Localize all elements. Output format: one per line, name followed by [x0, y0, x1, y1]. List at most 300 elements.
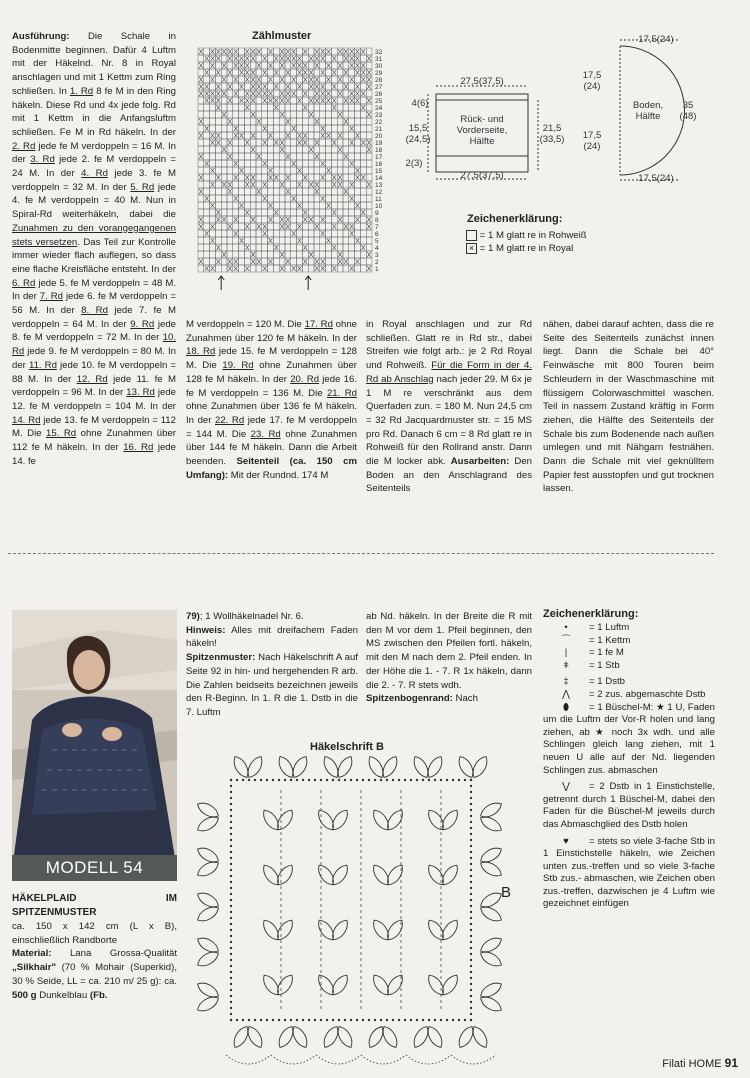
- grid-cell: [337, 202, 343, 209]
- royal-cross-mark: [321, 49, 325, 54]
- royal-cross-mark: [257, 63, 261, 68]
- grid-cell: [302, 181, 308, 188]
- royal-cross-mark: [344, 119, 348, 124]
- chain-stitch-symbol: [446, 779, 448, 781]
- grid-cell: [198, 167, 204, 174]
- royal-cross-mark: [298, 84, 302, 89]
- grid-cell: [204, 118, 210, 125]
- grid-cell: [215, 125, 221, 132]
- grid-cell: [279, 209, 285, 216]
- royal-cross-mark: [327, 91, 331, 96]
- chain-stitch-symbol: [344, 779, 346, 781]
- grid-cell: [366, 230, 372, 237]
- grid-cell: [297, 188, 303, 195]
- chain-stitch-symbol: [230, 923, 232, 925]
- grid-cell: [349, 209, 355, 216]
- grid-cell: [233, 251, 239, 258]
- royal-cross-mark: [228, 140, 232, 145]
- grid-cell: [233, 97, 239, 104]
- grid-cell: [279, 132, 285, 139]
- royal-cross-mark: [298, 133, 302, 138]
- grid-cell: [210, 195, 216, 202]
- grid-cell: [262, 104, 268, 111]
- grid-cell: [320, 188, 326, 195]
- royal-cross-mark: [222, 49, 226, 54]
- royal-cross-mark: [367, 147, 371, 152]
- royal-cross-mark: [338, 217, 342, 222]
- grid-cell: [198, 237, 204, 244]
- grid-cell: [215, 118, 221, 125]
- dim-left-lower: 17,5 (24): [582, 130, 602, 152]
- grid-cell: [355, 76, 361, 83]
- royal-cross-mark: [321, 133, 325, 138]
- scallop-edge: [406, 1055, 451, 1064]
- grid-cell: [221, 139, 227, 146]
- grid-cell: [239, 118, 245, 125]
- dim-right: 21,5 (33,5): [539, 123, 565, 145]
- royal-cross-mark: [245, 245, 249, 250]
- grid-cell: [256, 167, 262, 174]
- royal-cross-mark: [350, 63, 354, 68]
- royal-cross-mark: [228, 98, 232, 103]
- legend-1-item: = 1 M glatt re in Rohweiß: [466, 230, 587, 242]
- grid-cell: [268, 195, 274, 202]
- scallop-edge: [226, 1055, 271, 1064]
- grid-cell: [314, 209, 320, 216]
- grid-cell: [273, 125, 279, 132]
- grid-cell: [227, 160, 233, 167]
- model-number-band: MODELL 54: [12, 855, 177, 881]
- royal-cross-mark: [292, 77, 296, 82]
- grid-cell: [268, 160, 274, 167]
- grid-cell: [239, 195, 245, 202]
- grid-cell: [314, 237, 320, 244]
- grid-cell: [210, 118, 216, 125]
- grid-cell: [326, 160, 332, 167]
- chain-stitch-symbol: [470, 803, 472, 805]
- royal-cross-mark: [321, 91, 325, 96]
- royal-cross-mark: [263, 98, 267, 103]
- grid-cell: [343, 132, 349, 139]
- grid-cell: [343, 244, 349, 251]
- grid-cell: [355, 125, 361, 132]
- royal-cross-mark: [205, 56, 209, 61]
- royal-cross-mark: [211, 91, 215, 96]
- grid-cell: [343, 230, 349, 237]
- royal-cross-mark: [245, 105, 249, 110]
- grid-cell: [279, 104, 285, 111]
- grid-cell: [360, 111, 366, 118]
- grid-cell: [256, 181, 262, 188]
- royal-cross-mark: [205, 231, 209, 236]
- grid-cell: [291, 139, 297, 146]
- chain-stitch-symbol: [230, 839, 232, 841]
- grid-cell: [297, 160, 303, 167]
- grid-cell: [210, 104, 216, 111]
- grid-cell: [221, 244, 227, 251]
- royal-cross-mark: [286, 154, 290, 159]
- royal-cross-mark: [356, 217, 360, 222]
- chain-stitch-symbol: [230, 851, 232, 853]
- grid-cell: [250, 244, 256, 251]
- royal-cross-mark: [292, 266, 296, 271]
- grid-cell: [210, 216, 216, 223]
- grid-cell: [227, 230, 233, 237]
- grid-cell: [355, 265, 361, 272]
- grid-cell: [343, 90, 349, 97]
- royal-cross-mark: [303, 77, 307, 82]
- dim-bottom: 17,5(24): [638, 173, 674, 184]
- grid-cell: [302, 188, 308, 195]
- grid-cell: [279, 244, 285, 251]
- dim-left-bottom: 2(3): [405, 158, 423, 169]
- royal-cross-mark: [269, 91, 273, 96]
- royal-cross-mark: [205, 98, 209, 103]
- row-number: 20: [375, 133, 383, 140]
- grid-cell: [297, 251, 303, 258]
- royal-cross-mark: [292, 49, 296, 54]
- row-number: 17: [375, 154, 383, 161]
- royal-cross-mark: [309, 70, 313, 75]
- royal-cross-mark: [216, 140, 220, 145]
- grid-cell: [360, 258, 366, 265]
- grid-cell: [250, 209, 256, 216]
- royal-cross-mark: [251, 259, 255, 264]
- grid-cell: [273, 258, 279, 265]
- grid-cell: [326, 244, 332, 251]
- grid-cell: [360, 237, 366, 244]
- chain-stitch-symbol: [470, 959, 472, 961]
- grid-cell: [343, 160, 349, 167]
- grid-cell: [320, 181, 326, 188]
- grid-cell: [210, 83, 216, 90]
- chain-stitch-symbol: [230, 941, 232, 943]
- grid-cell: [308, 223, 314, 230]
- grid-cell: [233, 167, 239, 174]
- grid-cell: [262, 167, 268, 174]
- grid-cell: [355, 139, 361, 146]
- grid-cell: [308, 244, 314, 251]
- chain-stitch-symbol: [386, 779, 388, 781]
- royal-cross-mark: [245, 266, 249, 271]
- royal-cross-mark: [303, 63, 307, 68]
- legend-item-stb: ǂ = 1 Stb: [543, 660, 715, 673]
- grid-cell: [279, 258, 285, 265]
- grid-cell: [215, 146, 221, 153]
- royal-cross-mark: [303, 91, 307, 96]
- grid-cell: [326, 209, 332, 216]
- grid-cell: [250, 188, 256, 195]
- grid-cell: [343, 62, 349, 69]
- royal-cross-mark: [240, 63, 244, 68]
- grid-cell: [337, 55, 343, 62]
- grid-cell: [204, 209, 210, 216]
- chain-stitch-symbol: [464, 1019, 466, 1021]
- grid-cell: [314, 132, 320, 139]
- grid-cell: [343, 181, 349, 188]
- grid-cell: [331, 111, 337, 118]
- grid-cell: [215, 153, 221, 160]
- row-number: 6: [375, 231, 379, 238]
- royal-cross-mark: [251, 98, 255, 103]
- royal-cross-mark: [280, 182, 284, 187]
- chain-stitch-symbol: [416, 779, 418, 781]
- royal-cross-mark: [367, 70, 371, 75]
- grid-cell: [273, 237, 279, 244]
- royal-cross-mark: [361, 105, 365, 110]
- grid-cell: [297, 195, 303, 202]
- royal-cross-mark: [321, 98, 325, 103]
- grid-cell: [198, 209, 204, 216]
- royal-cross-mark: [274, 56, 278, 61]
- grid-cell: [210, 251, 216, 258]
- grid-cell: [215, 111, 221, 118]
- grid-cell: [291, 69, 297, 76]
- row-number: 11: [375, 196, 382, 203]
- grid-cell: [198, 265, 204, 272]
- grid-cell: [355, 251, 361, 258]
- row-number: 27: [375, 84, 383, 91]
- grid-cell: [302, 160, 308, 167]
- royal-cross-mark: [356, 56, 360, 61]
- chain-stitch-symbol: [470, 911, 472, 913]
- grid-cell: [349, 132, 355, 139]
- grid-cell: [256, 132, 262, 139]
- grid-cell: [297, 48, 303, 55]
- chain-stitch-symbol: [230, 971, 232, 973]
- royal-cross-mark: [234, 133, 238, 138]
- royal-cross-mark: [251, 217, 255, 222]
- grid-cell: [250, 104, 256, 111]
- grid-cell: [198, 111, 204, 118]
- royal-cross-mark: [222, 63, 226, 68]
- grid-cell: [360, 188, 366, 195]
- royal-cross-mark: [344, 259, 348, 264]
- grid-cell: [314, 111, 320, 118]
- instructions-column-1: Ausführung: Die Schale in Bodenmitte beginnen. Dafür 4 Luftm mit der Häkelnd. Nr. 8 in Royal anschlagen und mit 1 Kettm zum Ring schließen. In 1. Rd 8 fe M in den Ring häkeln. Diese Rd und 4x jede folg. Rd mit 1 Kettm in die Anfangsluftm schließen. Fe M in Rd häkeln. In der 2. Rd jede fe M verdoppeln = 16 M. In der 3. Rd jede 2. fe M verdoppeln = 24 M. In der 4. Rd jede 3. fe M verdoppeln = 32 M. In der 5. Rd jede 4. fe M verdoppeln = 40 M. Nun in Spiral-Rd weiterhäkeln, dabei die Zunahmen zu den vorangegangenen stets versetzen. Das Teil zur Kontrolle immer wieder flach auflegen, so dass eine flache Kreisfläche entsteht. In der 6. Rd jede 5. fe M verdoppeln = 48 M. In der 7. Rd jede 6. fe M verdoppeln = 56 M. In der 8. Rd jede 7. fe M verdoppeln = 64 M. In der 9. Rd jede 8. fe M verdoppeln = 72 M. In der 10. Rd jede 9. fe M verdoppeln = 80 M. In der 11. Rd jede 10. fe M verdoppeln = 88 M. In der 12. Rd jede 11. fe M verdoppeln = 96 M. In der 13. Rd jede 12. fe M verdoppeln = 104 M. In der 14. Rd jede 13. fe M verdoppeln = 112 M. Die 15. Rd ohne Zunahmen über 112 fe M häkeln. In der 16. Rd jede 14. fe: [12, 31, 177, 467]
- grid-cell: [244, 160, 250, 167]
- royal-cross-mark: [251, 91, 255, 96]
- grid-cell: [291, 181, 297, 188]
- legend-item-kettm: ⌒ = 1 Kettm: [543, 635, 715, 648]
- chain-stitch-symbol: [470, 917, 472, 919]
- grid-cell: [204, 188, 210, 195]
- grid-cell: [233, 83, 239, 90]
- grid-cell: [308, 202, 314, 209]
- grid-cell: [273, 195, 279, 202]
- woman-with-throw-illustration: [12, 610, 177, 878]
- grid-cell: [291, 146, 297, 153]
- grid-cell: [204, 111, 210, 118]
- royal-cross-mark: [199, 133, 203, 138]
- royal-cross-mark: [240, 84, 244, 89]
- grid-cell: [291, 83, 297, 90]
- grid-cell: [285, 265, 291, 272]
- chain-stitch-symbol: [308, 779, 310, 781]
- chain-stitch-symbol: [260, 1019, 262, 1021]
- grid-cell: [337, 97, 343, 104]
- grid-cell: [204, 104, 210, 111]
- royal-cross-mark: [228, 70, 232, 75]
- grid-cell: [198, 139, 204, 146]
- grid-cell: [366, 104, 372, 111]
- grid-cell: [343, 237, 349, 244]
- royal-cross-mark: [216, 210, 220, 215]
- royal-cross-mark: [245, 224, 249, 229]
- chain-stitch-symbol: [470, 965, 472, 967]
- royal-cross-mark: [263, 140, 267, 145]
- royal-cross-mark: [216, 133, 220, 138]
- grid-cell: [331, 188, 337, 195]
- royal-cross-mark: [367, 112, 371, 117]
- grid-cell: [250, 237, 256, 244]
- royal-cross-mark: [269, 168, 273, 173]
- royal-cross-mark: [361, 140, 365, 145]
- grid-cell: [273, 146, 279, 153]
- royal-cross-mark: [228, 224, 232, 229]
- instructions-column-3: in Royal anschlagen und zur Rd schließen. Glatt re in Rd str., dabei Streifen wie folgt arb.: je 2 Rd Royal und Rohweiß. Für die Form in der 4. Rd ab Anschlag nach jeder 29. M 6x je 1 M re verschränkt aus dem Querfaden zun. = 180 M. Nun 24,5 cm = 32 Rd Jacquardmuster str. = 15 MS pro Rd. Danach 6 cm = 8 Rd glatt re in Rohweiß für den Rollrand anstr. Dann die M locker abk. Ausarbeiten: Den Boden an den Anschlagrand des Seitenteils: [366, 319, 533, 495]
- grid-cell: [302, 237, 308, 244]
- royal-cross-mark: [350, 224, 354, 229]
- grid-cell: [256, 265, 262, 272]
- row-number: 2: [375, 259, 379, 266]
- grid-cell: [250, 265, 256, 272]
- grid-cell: [244, 167, 250, 174]
- chain-stitch-symbol: [296, 1019, 298, 1021]
- grid-cell: [221, 153, 227, 160]
- grid-cell: [360, 181, 366, 188]
- royal-cross-mark: [286, 84, 290, 89]
- royal-cross-mark: [274, 245, 278, 250]
- royal-cross-mark: [338, 182, 342, 187]
- grid-cell: [215, 223, 221, 230]
- grid-cell: [285, 237, 291, 244]
- repeat-arrows: [218, 276, 311, 290]
- grid-cell: [343, 265, 349, 272]
- royal-cross-mark: [211, 98, 215, 103]
- grid-cell: [302, 97, 308, 104]
- royal-cross-mark: [280, 147, 284, 152]
- chain-stitch-symbol: [278, 779, 280, 781]
- haekelschrift-title: Häkelschrift B: [310, 741, 384, 753]
- chain-stitch-symbol: [470, 827, 472, 829]
- chain-stitch-symbol: [230, 989, 232, 991]
- royal-cross-mark: [263, 70, 267, 75]
- grid-cell: [349, 174, 355, 181]
- royal-cross-mark: [216, 105, 220, 110]
- chain-stitch-symbol: [470, 833, 472, 835]
- chain-stitch-symbol: [230, 887, 232, 889]
- chain-stitch-symbol: [440, 1019, 442, 1021]
- royal-cross-mark: [251, 56, 255, 61]
- grid-cell: [273, 265, 279, 272]
- treble-decrease-icon: ⋀: [562, 688, 570, 700]
- base-label: Boden, Hälfte: [632, 100, 664, 122]
- chain-stitch-symbol: [248, 779, 250, 781]
- royal-cross-mark: [303, 133, 307, 138]
- royal-cross-mark: [344, 154, 348, 159]
- grid-cell: [314, 160, 320, 167]
- grid-cell: [343, 139, 349, 146]
- chain-stitch-symbol: [320, 1019, 322, 1021]
- chain-stitch-symbol: [272, 779, 274, 781]
- grid-cell: [273, 223, 279, 230]
- grid-cell: [314, 195, 320, 202]
- grid-cell: [268, 181, 274, 188]
- chain-stitch-symbol: [230, 881, 232, 883]
- royal-cross-mark: [274, 98, 278, 103]
- grid-cell: [239, 251, 245, 258]
- model-size: ca. 150 x 142 cm (L x B), einschließlich Randborte: [12, 921, 177, 946]
- grid-cell: [337, 83, 343, 90]
- grid-cell: [239, 153, 245, 160]
- grid-cell: [326, 69, 332, 76]
- royal-cross-mark: [344, 98, 348, 103]
- grid-cell: [326, 118, 332, 125]
- royal-cross-mark: [292, 63, 296, 68]
- royal-cross-mark: [309, 112, 313, 117]
- grid-cell: [227, 132, 233, 139]
- chain-stitch-symbol: [470, 809, 472, 811]
- royal-cross-mark: [327, 133, 331, 138]
- royal-cross-mark: [280, 49, 284, 54]
- grid-cell: [215, 62, 221, 69]
- grid-cell: [308, 48, 314, 55]
- royal-cross-mark: [274, 175, 278, 180]
- grid-cell: [262, 146, 268, 153]
- grid-cell: [233, 104, 239, 111]
- royal-cross-mark: [309, 252, 313, 257]
- grid-cell: [244, 237, 250, 244]
- grid-cell: [297, 244, 303, 251]
- grid-cell: [210, 230, 216, 237]
- royal-cross-mark: [251, 84, 255, 89]
- royal-cross-mark: [234, 196, 238, 201]
- royal-cross-mark: [292, 161, 296, 166]
- grid-cell: [366, 153, 372, 160]
- grid-cell: [244, 230, 250, 237]
- royal-cross-mark: [263, 91, 267, 96]
- grid-cell: [302, 251, 308, 258]
- grid-cell: [279, 237, 285, 244]
- royal-cross-mark: [228, 259, 232, 264]
- grid-cell: [331, 76, 337, 83]
- royal-cross-mark: [240, 133, 244, 138]
- chain-stitch-symbol: [422, 1019, 424, 1021]
- grid-cell: [297, 125, 303, 132]
- grid-cell: [337, 188, 343, 195]
- royal-cross-mark: [199, 224, 203, 229]
- legend-item-fem: | = 1 fe M: [543, 647, 715, 660]
- grid-cell: [360, 167, 366, 174]
- royal-cross-mark: [315, 189, 319, 194]
- royal-cross-mark: [280, 140, 284, 145]
- royal-cross-mark: [309, 56, 313, 61]
- grid-cell: [233, 223, 239, 230]
- grid-cell: [204, 216, 210, 223]
- instructions-column-4: nähen, dabei darauf achten, dass die re Seite des Seitenteils zunächst innen liegt. Dann die Schale bei 40° Feinwäsche mit 800 Touren beim Schleudern in der Waschmaschine mit flüssigem Colorwaschmittel waschen. Teil in nassem Zustand kräftig in Form ziehen, die Hälfte des Seitenteils der Schale bis zum Bodenende nach außen umlegen und mit Nähgarn festnähen. Dann die Schale mit viel geknülltem Papier fest ausstopfen und gut trocknen lassen.: [543, 319, 714, 495]
- chain-stitch-symbol: [230, 779, 232, 781]
- grid-cell: [221, 265, 227, 272]
- grid-cell: [343, 174, 349, 181]
- royal-cross-mark: [315, 119, 319, 124]
- grid-cell: [320, 202, 326, 209]
- royal-cross-mark: [280, 266, 284, 271]
- chain-stitch-symbol: [230, 845, 232, 847]
- chain-stitch-symbol: [236, 779, 238, 781]
- grid-cell: [239, 139, 245, 146]
- royal-cross-mark: [234, 91, 238, 96]
